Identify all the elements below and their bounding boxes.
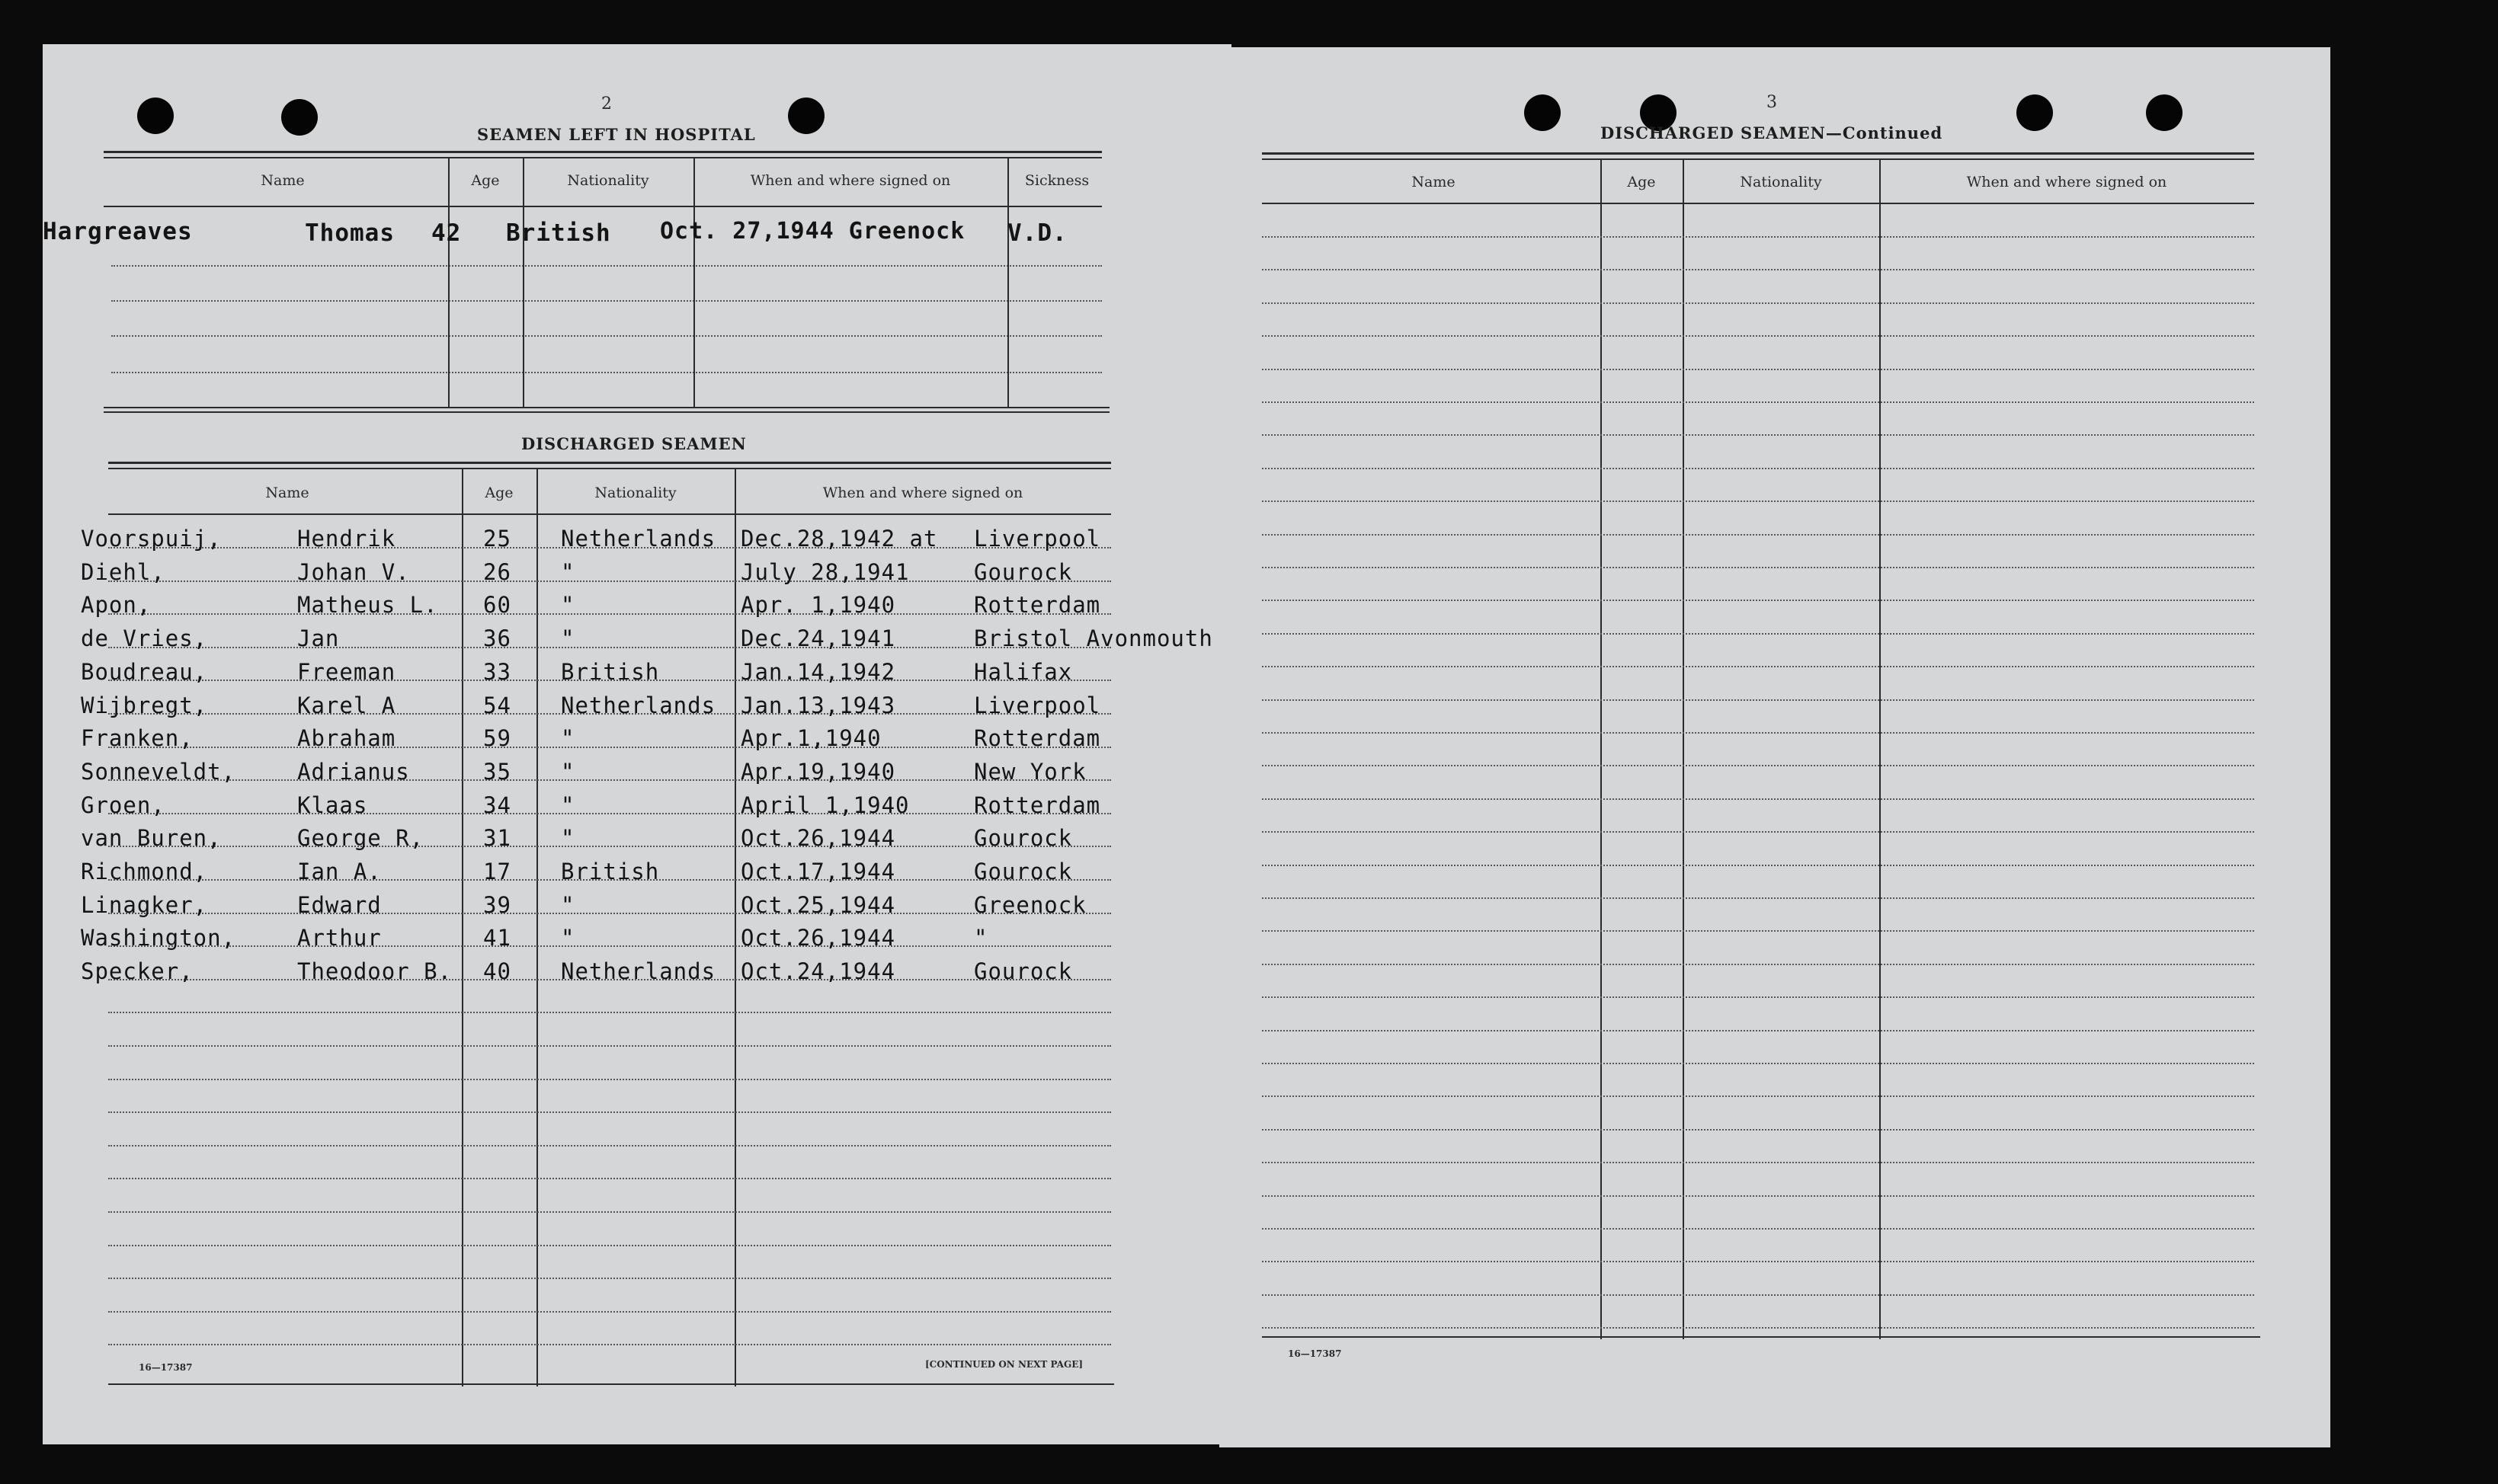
ruled-line [1262, 567, 2254, 568]
discharged-place: Liverpool [974, 526, 1101, 552]
ruled-line [108, 1311, 1111, 1313]
ruled-line [1262, 1095, 2254, 1097]
form-number: 16—17387 [139, 1362, 193, 1373]
discharged-age: 40 [483, 958, 511, 985]
ruled-line [1262, 335, 2254, 337]
discharged-given: Karel A [297, 692, 396, 718]
discharged-surname: Groen, [81, 792, 165, 818]
ruled-line [108, 1012, 1111, 1013]
punch-hole [281, 99, 318, 136]
discharged-surname: de Vries, [81, 625, 208, 652]
page-number: 3 [1766, 93, 1777, 112]
ruled-line [108, 1245, 1111, 1246]
hospital-section-title: SEAMEN LEFT IN HOSPITAL [477, 125, 756, 144]
ruled-line [108, 1145, 1111, 1147]
discharged-age: 17 [483, 859, 511, 884]
discharged-nationality: Netherlands [561, 526, 716, 552]
left-page [43, 44, 1231, 1444]
discharged-age: 33 [483, 658, 511, 685]
ruled-line [1262, 468, 2254, 469]
discharged-date: Dec.28,1942 at [741, 526, 938, 552]
discharged-date: Apr. 1,1940 [741, 592, 896, 619]
col-head-name: Name [1411, 174, 1456, 190]
col-head-sickness: Sickness [1024, 172, 1090, 189]
ruled-line [1262, 964, 2254, 965]
col-head-age: Age [1627, 174, 1656, 190]
discharged-surname: Diehl, [81, 558, 165, 585]
ruled-line [1262, 633, 2254, 635]
discharged-given: Theodoor B. [297, 958, 453, 985]
ruled-line [1262, 236, 2254, 238]
discharged-surname: Washington, [81, 925, 236, 951]
col-head-age: Age [471, 172, 500, 189]
ruled-line [1262, 996, 2254, 998]
ruled-line [1262, 1228, 2254, 1230]
discharged-age: 54 [483, 692, 511, 718]
discharged-place: Liverpool [974, 692, 1101, 718]
discharged-date: Oct.25,1944 [741, 891, 896, 918]
ruled-line [1262, 666, 2254, 667]
discharged-surname: van Buren, [81, 825, 222, 852]
col-head-age: Age [485, 485, 514, 501]
discharged-date: Dec.24,1941 [741, 625, 896, 652]
discharged-place: " [974, 925, 988, 951]
continued-table [1262, 152, 2329, 1402]
col-head-name: Name [265, 485, 309, 501]
ruled-line [108, 647, 1111, 648]
discharged-age: 36 [483, 625, 511, 652]
discharged-section-title: DISCHARGED SEAMEN [521, 434, 747, 453]
discharged-nationality: " [561, 725, 575, 752]
discharged-nationality: " [561, 825, 575, 852]
ruled-line [1262, 269, 2254, 270]
discharged-place: Greenock [974, 891, 1087, 918]
discharged-given: Abraham [297, 725, 396, 752]
ruled-line [1262, 699, 2254, 701]
discharged-place: Gourock [974, 558, 1073, 585]
discharged-age: 41 [483, 925, 511, 951]
col-head-nationality: Nationality [567, 172, 649, 189]
discharged-age: 60 [483, 592, 511, 619]
discharged-date: Jan.13,1943 [741, 692, 896, 718]
hospital-given: Thomas [305, 219, 395, 247]
ruled-line [108, 580, 1111, 582]
discharged-age: 35 [483, 758, 511, 785]
discharged-surname: Specker, [81, 958, 194, 985]
discharged-surname: Wijbregt, [81, 692, 208, 718]
discharged-age: 26 [483, 558, 511, 585]
col-head-signed-on: When and where signed on [750, 172, 951, 189]
hospital-sickness: V.D. [1007, 219, 1068, 247]
ruled-line [1262, 831, 2254, 833]
punch-hole [2146, 94, 2183, 131]
hospital-table [104, 151, 1155, 463]
discharged-given: Hendrik [297, 526, 396, 552]
discharged-age: 25 [483, 526, 511, 552]
discharged-surname: Boudreau, [81, 658, 208, 685]
ruled-line [1262, 798, 2254, 800]
ruled-line [108, 613, 1111, 615]
ruled-line [108, 1111, 1111, 1113]
ruled-line [108, 1211, 1111, 1213]
discharged-surname: Apon, [81, 592, 152, 619]
discharged-place: Rotterdam [974, 592, 1101, 619]
discharged-nationality: " [561, 758, 575, 785]
discharged-surname: Sonneveldt, [81, 758, 236, 785]
discharged-date: Oct.26,1944 [741, 925, 896, 951]
discharged-nationality: " [561, 592, 575, 619]
ruled-line [1262, 1063, 2254, 1064]
ruled-line [108, 1079, 1111, 1080]
discharged-given: Jan [297, 625, 340, 652]
ruled-line [1262, 1162, 2254, 1163]
punch-hole [788, 98, 825, 134]
col-head-nationality: Nationality [594, 485, 677, 501]
ruled-line [1262, 765, 2254, 766]
right-page [1219, 47, 2330, 1447]
ruled-line [1262, 1294, 2254, 1296]
col-head-name: Name [261, 172, 305, 189]
hospital-surname: Hargreaves [43, 218, 193, 245]
discharged-age: 31 [483, 825, 511, 852]
ruled-line [1262, 865, 2254, 866]
punch-hole [137, 98, 174, 134]
discharged-nationality: British [561, 658, 660, 685]
punch-hole [1524, 94, 1561, 131]
ruled-line [1262, 732, 2254, 734]
discharged-given: Arthur [297, 925, 382, 951]
ruled-line [108, 747, 1111, 748]
discharged-date: Jan.14,1942 [741, 658, 896, 685]
ruled-line [108, 1278, 1111, 1279]
ruled-line [1262, 302, 2254, 304]
ruled-line [1262, 534, 2254, 536]
discharged-date: Apr.19,1940 [741, 758, 896, 785]
discharged-given: Matheus L. [297, 592, 438, 619]
discharged-place: Rotterdam [974, 725, 1101, 752]
ruled-line [108, 1178, 1111, 1179]
discharged-surname: Franken, [81, 725, 194, 752]
discharged-date: July 28,1941 [741, 558, 910, 585]
ruled-line [1262, 1261, 2254, 1262]
col-head-signed-on: When and where signed on [822, 485, 1023, 501]
form-number: 16—17387 [1288, 1348, 1342, 1359]
ruled-line [1262, 600, 2254, 601]
col-head-nationality: Nationality [1740, 174, 1822, 190]
punch-hole [2016, 94, 2053, 131]
discharged-place: Gourock [974, 958, 1073, 985]
ruled-line [108, 846, 1111, 847]
ruled-line [108, 913, 1111, 914]
discharged-nationality: " [561, 558, 575, 585]
discharged-surname: Linagker, [81, 891, 208, 918]
discharged-given: Adrianus [297, 758, 410, 785]
col-head-signed-on: When and where signed on [1966, 174, 2167, 190]
discharged-nationality: Netherlands [561, 692, 716, 718]
discharged-place: Gourock [974, 825, 1073, 852]
discharged-nationality: British [561, 859, 660, 884]
discharged-place: New York [974, 758, 1087, 785]
ruled-line [108, 1045, 1111, 1047]
discharged-age: 34 [483, 792, 511, 818]
discharged-surname: Voorspuij, [81, 526, 222, 552]
discharged-nationality: " [561, 625, 575, 652]
ruled-line [1262, 1129, 2254, 1131]
ruled-line [1262, 1327, 2254, 1329]
discharged-given: Johan V. [297, 558, 410, 585]
discharged-nationality: Netherlands [561, 958, 716, 985]
ruled-line [108, 1344, 1111, 1345]
page-number: 2 [601, 94, 612, 114]
ruled-line [1262, 434, 2254, 436]
discharged-age: 59 [483, 725, 511, 752]
ruled-line [1262, 1195, 2254, 1197]
discharged-given: George R, [297, 825, 424, 852]
hospital-signed-on: Oct. 27,1944 Greenock [660, 218, 966, 245]
continued-section-title: DISCHARGED SEAMEN—Continued [1600, 123, 1943, 142]
hospital-age: 42 [431, 219, 462, 247]
discharged-nationality: " [561, 891, 575, 918]
ruled-line [108, 779, 1111, 781]
ruled-line [108, 945, 1111, 947]
discharged-given: Ian A. [297, 859, 382, 884]
discharged-nationality: " [561, 925, 575, 951]
discharged-given: Edward [297, 891, 382, 918]
ruled-line [1262, 897, 2254, 899]
continued-note: [CONTINUED ON NEXT PAGE] [925, 1359, 1084, 1370]
discharged-place: Gourock [974, 859, 1073, 884]
discharged-given: Klaas [297, 792, 368, 818]
ruled-line [108, 813, 1111, 814]
discharged-date: Oct.24,1944 [741, 958, 896, 985]
discharged-given: Freeman [297, 658, 396, 685]
ruled-line [1262, 401, 2254, 403]
discharged-place: Rotterdam [974, 792, 1101, 818]
discharged-nationality: " [561, 792, 575, 818]
discharged-date: Apr.1,1940 [741, 725, 882, 752]
ruled-line [1262, 930, 2254, 932]
discharged-date: Oct.26,1944 [741, 825, 896, 852]
ruled-line [1262, 369, 2254, 370]
discharged-date: April 1,1940 [741, 792, 910, 818]
discharged-age: 39 [483, 891, 511, 918]
discharged-place: Bristol Avonmouth [974, 625, 1213, 652]
discharged-place: Halifax [974, 658, 1073, 685]
discharged-date: Oct.17,1944 [741, 859, 896, 884]
ruled-line [1262, 501, 2254, 502]
ruled-line [1262, 1030, 2254, 1031]
discharged-surname: Richmond, [81, 859, 208, 884]
hospital-nationality: British [506, 219, 611, 247]
